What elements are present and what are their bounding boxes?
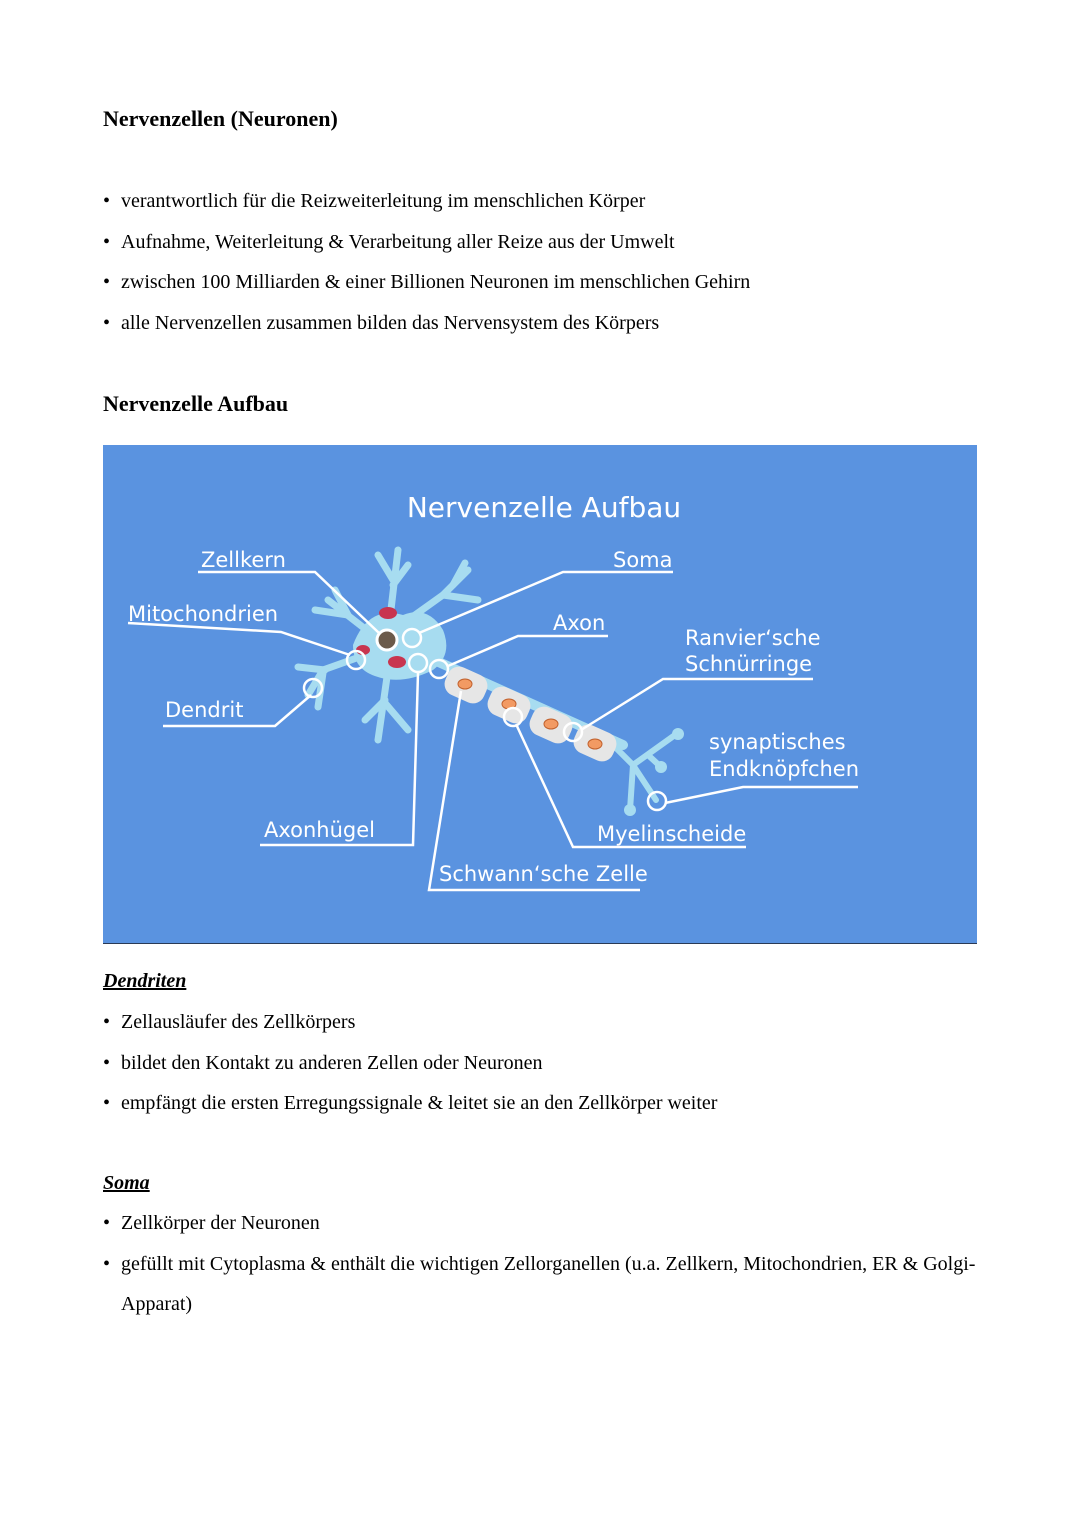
list-item: • verantwortlich für die Reizweiterleitung im menschlichen Körper: [103, 188, 750, 229]
nucleus: [377, 630, 397, 650]
label-soma: Soma: [613, 548, 673, 572]
list-item: • zwischen 100 Milliarden & einer Billionen Neuronen im menschlichen Gehirn: [103, 269, 750, 310]
neuron-diagram: [103, 445, 977, 944]
dendriten-bullet-list: [103, 1009, 717, 1131]
myelin-sheaths: [441, 663, 621, 765]
label-axon: Axon: [553, 611, 606, 635]
label-ranvier-line2: Schnürringe: [685, 652, 813, 676]
label-zellkern: Zellkern: [201, 548, 286, 572]
label-myelinscheide: Myelinscheide: [597, 822, 747, 846]
subtitle-dendriten: Dendriten: [103, 970, 187, 992]
list-item: • alle Nervenzellen zusammen bilden das Nervensystem des Körpers: [103, 310, 750, 351]
list-item: • Zellausläufer des Zellkörpers: [103, 1009, 717, 1050]
label-dendrit: Dendrit: [165, 698, 244, 722]
label-schwann: Schwann‘sche Zelle: [439, 862, 648, 886]
list-item: • empfängt die ersten Erregungssignale & leitet sie an den Zellkörper weiter: [103, 1090, 717, 1131]
label-synaptisch-line1: synaptisches: [709, 730, 846, 754]
subtitle-soma: Soma: [103, 1172, 150, 1194]
soma-bullet-list: [103, 1210, 977, 1325]
label-axonhuegel: Axonhügel: [264, 818, 376, 842]
section-title-aufbau: Nervenzelle Aufbau: [103, 391, 289, 416]
section-title-neuronen: Nervenzellen (Neuronen): [103, 106, 338, 131]
list-item: • gefüllt mit Cytoplasma & enthält die wichtigen Zellorganellen (u.a. Zellkern, Mitochondrien, ER & Golgi-Apparat): [103, 1244, 977, 1325]
list-item: • bildet den Kontakt zu anderen Zellen oder Neuronen: [103, 1050, 717, 1091]
label-synaptisch-line2: Endknöpfchen: [709, 757, 860, 781]
neuron-illustration: [103, 445, 977, 943]
label-mitochondrien: Mitochondrien: [128, 602, 279, 626]
list-item: • Aufnahme, Weiterleitung & Verarbeitung aller Reize aus der Umwelt: [103, 229, 750, 270]
neuronen-bullet-list: [103, 188, 750, 350]
diagram-title: Nervenzelle Aufbau: [406, 491, 682, 524]
label-ranvier-line1: Ranvier‘sche: [685, 626, 821, 650]
list-item: • Zellkörper der Neuronen: [103, 1210, 977, 1251]
